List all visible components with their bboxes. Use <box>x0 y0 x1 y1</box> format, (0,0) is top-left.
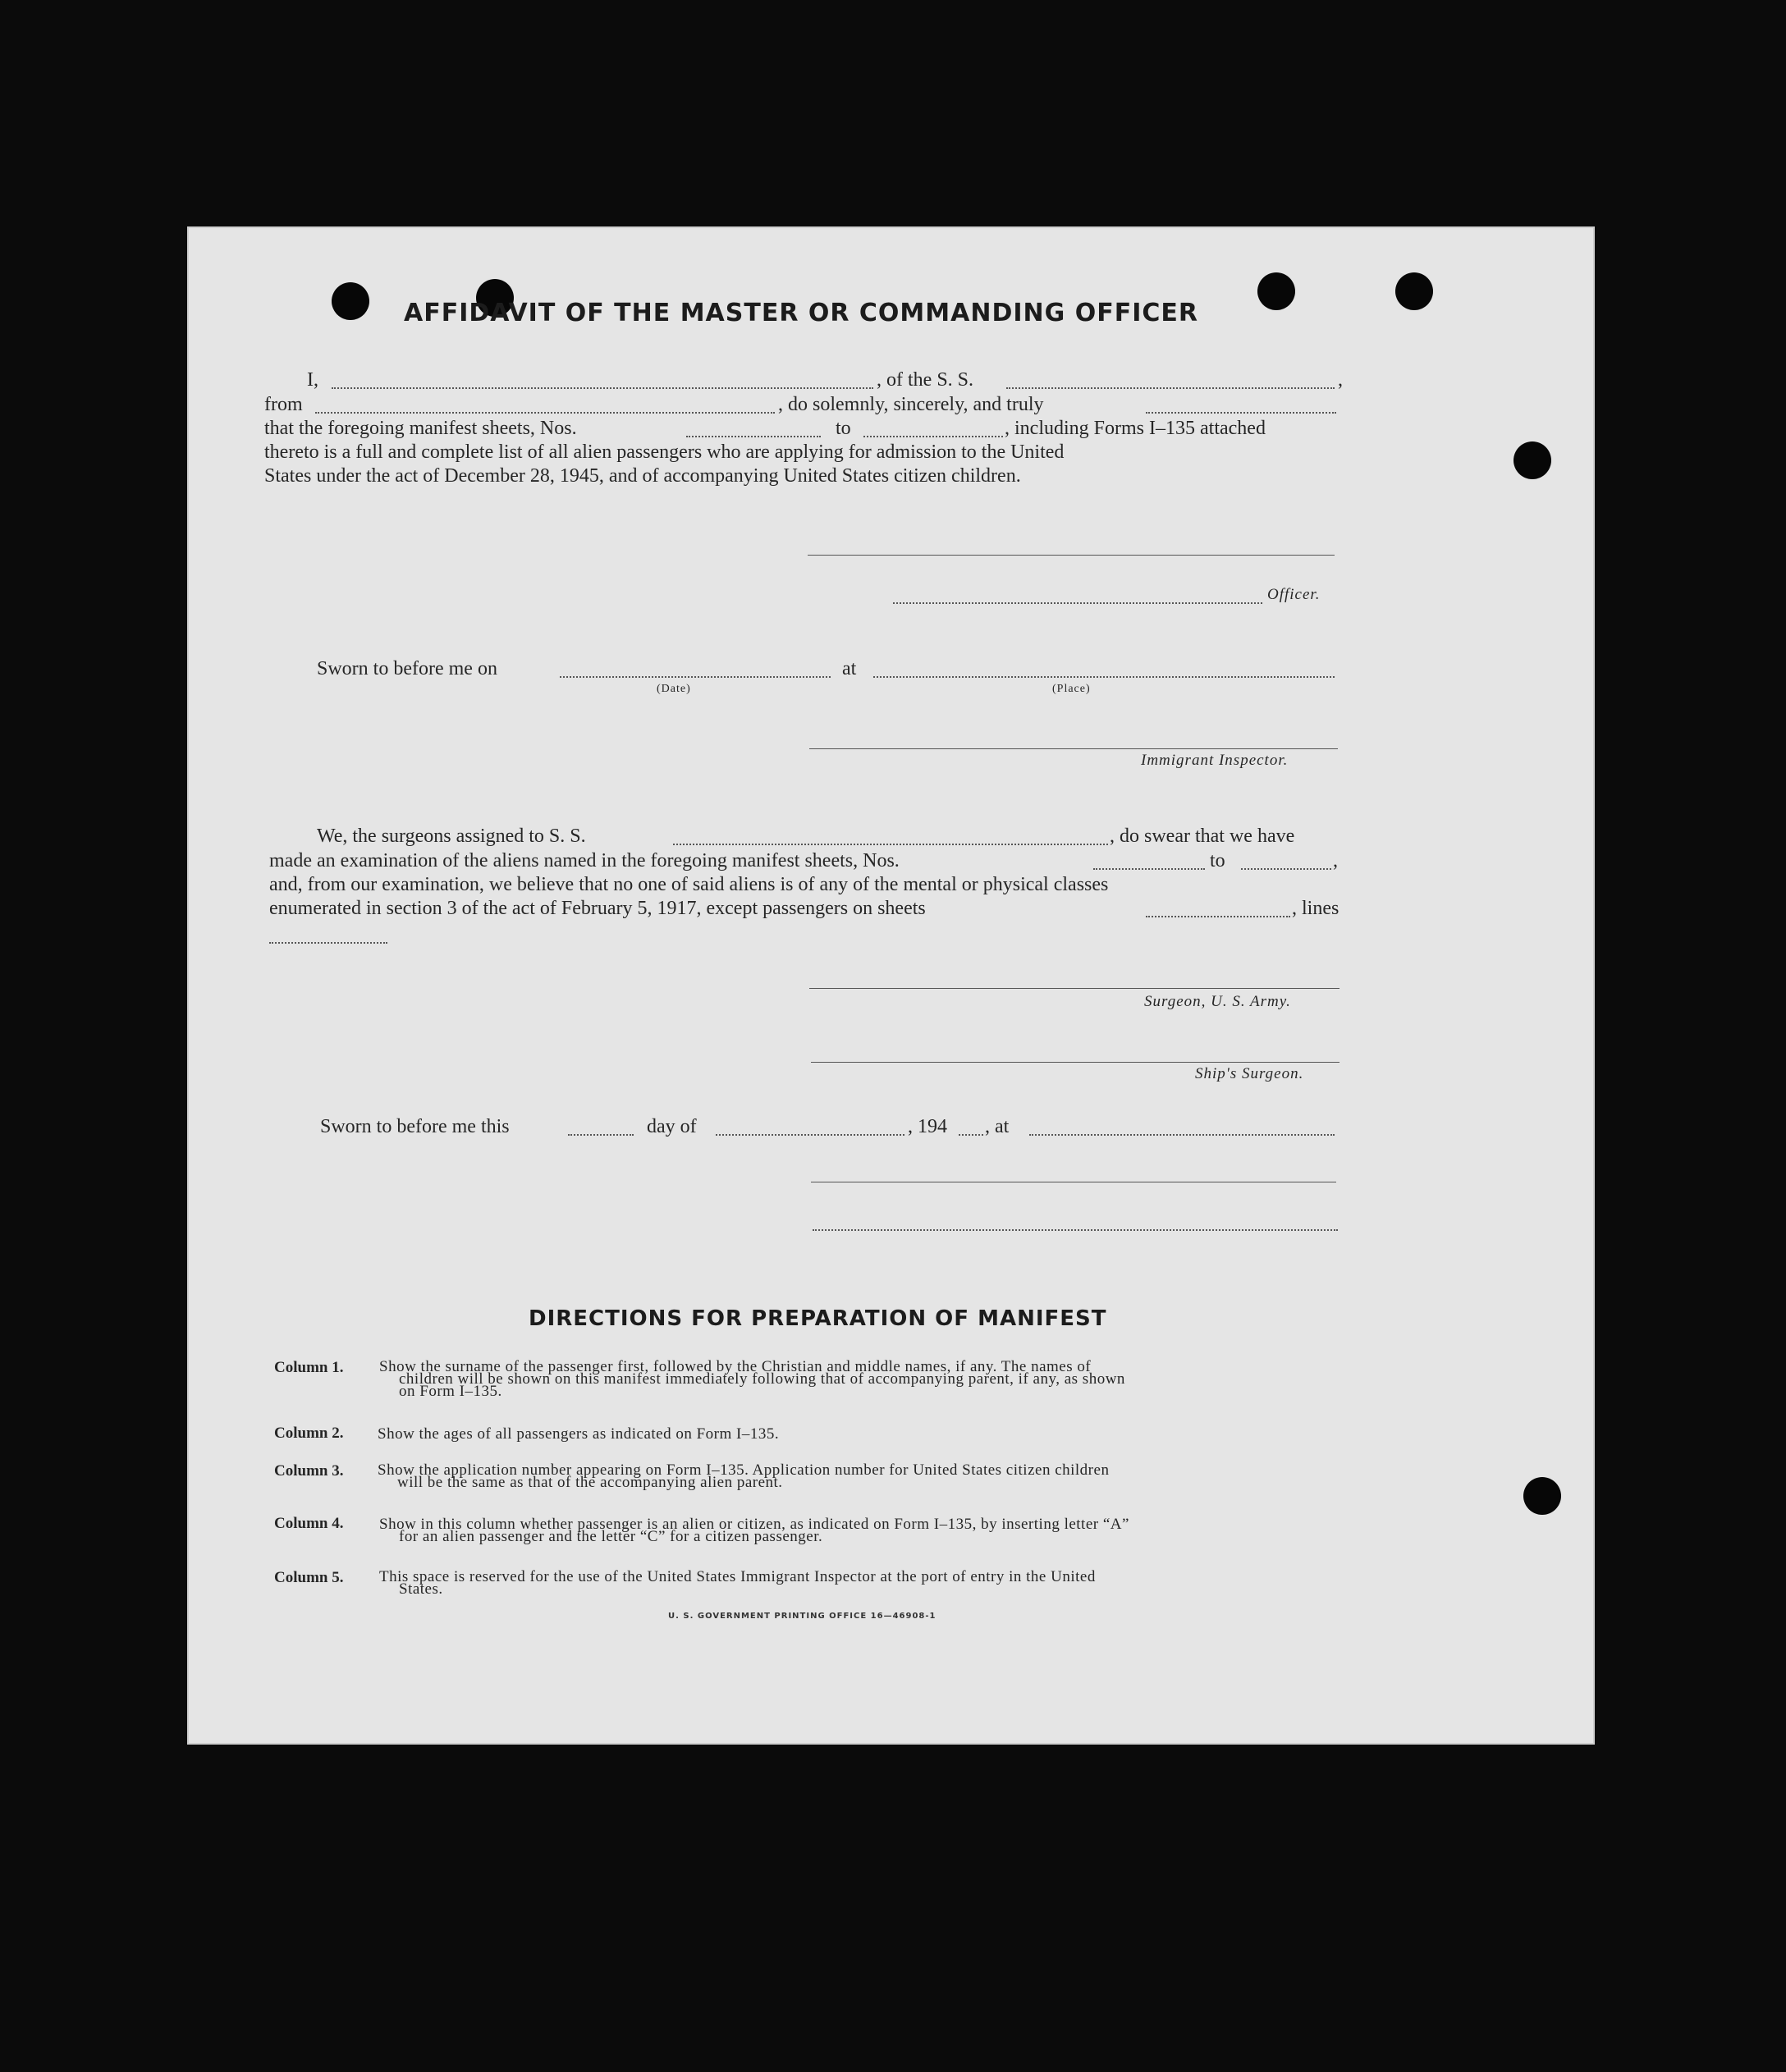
sworn-day-of: day of <box>647 1116 697 1137</box>
sworn-day-field[interactable] <box>568 1134 634 1136</box>
ship-surgeon-signature-line[interactable] <box>811 1062 1340 1063</box>
direction-column-label: Column 1. <box>274 1359 344 1376</box>
sworn-at: at <box>842 658 857 679</box>
surgeons-line1: We, the surgeons assigned to S. S. <box>317 826 586 847</box>
affidavit-to: to <box>836 418 851 439</box>
direction-text: Show in this column whether passenger is an alien or citizen, as indicated on Form I–135, by inserting letter “A” for an alien passenger and the letter “C” for a citizen passenger. <box>379 1516 1129 1545</box>
printing-office-footer: U. S. GOVERNMENT PRINTING OFFICE 16—46908-1 <box>668 1612 937 1621</box>
oath-field[interactable] <box>1146 412 1336 414</box>
ship-name-field[interactable] <box>1006 387 1335 389</box>
sworn-date-field[interactable] <box>560 676 831 678</box>
punch-hole <box>1514 441 1551 479</box>
affidavit-solemnly: , do solemnly, sincerely, and truly <box>778 394 1044 415</box>
direction-column-label: Column 3. <box>274 1462 344 1480</box>
officer-signature-line[interactable] <box>808 555 1335 556</box>
sworn-before-me-on: Sworn to before me on <box>317 658 497 679</box>
army-surgeon-signature-line[interactable] <box>809 988 1340 989</box>
direction-text: Show the ages of all passengers as indicated on Form I–135. <box>378 1425 780 1443</box>
army-surgeon-label: Surgeon, U. S. Army. <box>1144 993 1291 1010</box>
affidavit-comma: , <box>1338 369 1343 391</box>
master-name-field[interactable] <box>332 387 873 389</box>
affidavit-i: I, <box>307 369 318 391</box>
place-label: (Place) <box>1052 683 1091 695</box>
punch-hole <box>1257 272 1295 310</box>
affidavit-title: AFFIDAVIT OF THE MASTER OR COMMANDING OFFICER <box>404 299 1198 327</box>
sworn-month-field[interactable] <box>716 1134 904 1136</box>
affidavit-line5: States under the act of December 28, 1945, and of accompanying United States citizen children. <box>264 465 1021 487</box>
sworn-place-field-2[interactable] <box>1029 1134 1335 1136</box>
ship-surgeon-label: Ship's Surgeon. <box>1195 1065 1304 1082</box>
direction-text: This space is reserved for the use of the United States Immigrant Inspector at the port of entry in the United States. <box>379 1568 1096 1598</box>
surgeons-sheet-to-field[interactable] <box>1241 868 1331 870</box>
from-port-field[interactable] <box>315 412 775 414</box>
date-label: (Date) <box>657 683 691 695</box>
surgeons-to: to <box>1210 850 1225 871</box>
surgeons-line3: and, from our examination, we believe that no one of said aliens is of any of the mental or physical classes <box>269 874 1109 895</box>
inspector-signature-line[interactable] <box>809 748 1338 749</box>
direction-column-label: Column 4. <box>274 1515 344 1532</box>
officer-label: Officer. <box>1267 586 1321 603</box>
affidavit-of-ss: , of the S. S. <box>877 369 974 391</box>
surgeons-comma: , <box>1333 850 1338 871</box>
surgeons-line2: made an examination of the aliens named in the foregoing manifest sheets, Nos. <box>269 850 900 871</box>
directions-title: DIRECTIONS FOR PREPARATION OF MANIFEST <box>529 1306 1107 1331</box>
affidavit-including: , including Forms I–135 attached <box>1005 418 1266 439</box>
sworn-year-field[interactable] <box>959 1134 983 1136</box>
inspector-title-line-2[interactable] <box>813 1229 1338 1231</box>
sworn-at-2: , at <box>985 1116 1010 1137</box>
sheet-from-field[interactable] <box>686 436 821 437</box>
sheet-to-field[interactable] <box>863 436 1003 437</box>
form-page <box>187 226 1595 1745</box>
punch-hole <box>332 282 369 320</box>
surgeons-lines: , lines <box>1292 898 1340 919</box>
sworn-year: , 194 <box>908 1116 947 1137</box>
except-sheets-field[interactable] <box>1146 916 1290 917</box>
except-lines-field[interactable] <box>269 942 387 944</box>
sworn-before-me-this: Sworn to before me this <box>320 1116 510 1137</box>
surgeons-ship-field[interactable] <box>673 844 1108 845</box>
inspector-label: Immigrant Inspector. <box>1141 752 1289 769</box>
affidavit-line4: thereto is a full and complete list of all alien passengers who are applying for admission to the United <box>264 441 1065 463</box>
surgeons-sheet-from-field[interactable] <box>1093 868 1205 870</box>
punch-hole <box>1395 272 1433 310</box>
officer-title-line[interactable] <box>893 602 1262 604</box>
surgeons-line4: enumerated in section 3 of the act of February 5, 1917, except passengers on sheets <box>269 898 926 919</box>
direction-text: Show the surname of the passenger first, followed by the Christian and middle names, if any. The names of children will be shown on this manifest immediately following that of accompanying parent, if any, as shown on Form I–135. <box>379 1358 1125 1400</box>
direction-column-label: Column 2. <box>274 1425 344 1442</box>
surgeons-swear: , do swear that we have <box>1110 826 1295 847</box>
direction-text: Show the application number appearing on Form I–135. Application number for United States citizen children will be the same as that of the accompanying alien parent. <box>378 1461 1110 1491</box>
affidavit-from: from <box>264 394 303 415</box>
sworn-place-field[interactable] <box>873 676 1335 678</box>
direction-column-label: Column 5. <box>274 1569 344 1586</box>
affidavit-sheets: that the foregoing manifest sheets, Nos. <box>264 418 577 439</box>
